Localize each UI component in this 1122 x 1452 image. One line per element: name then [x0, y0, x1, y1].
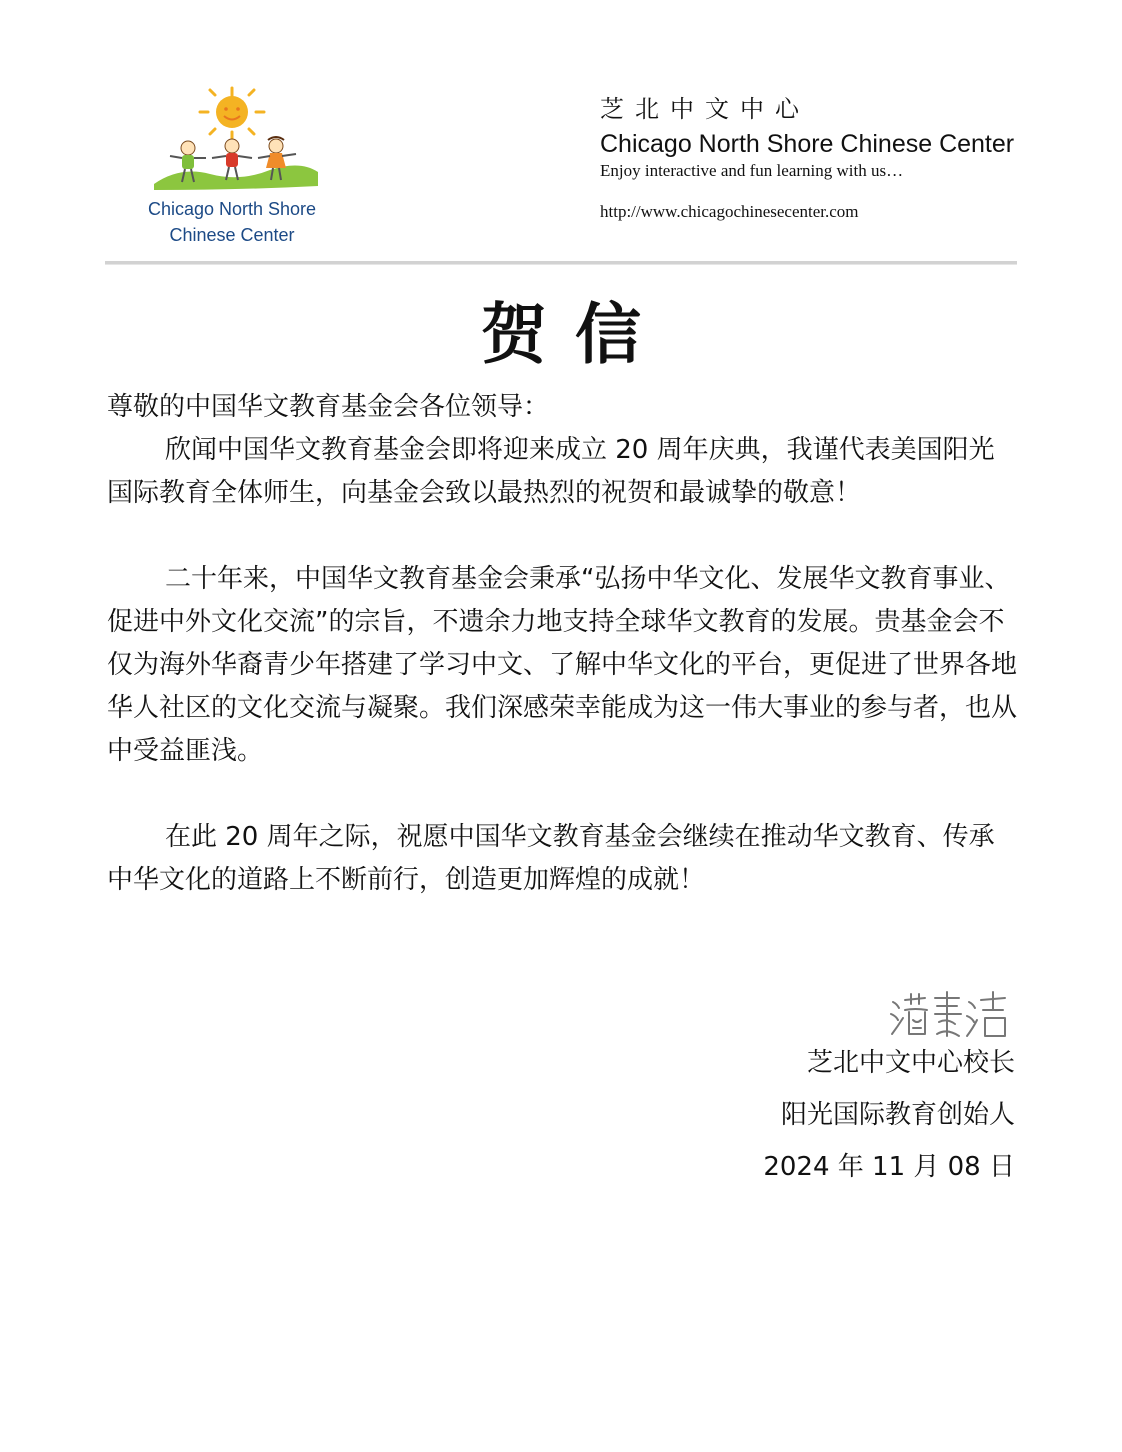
signer-title-school: 芝北中文中心校长: [806, 1048, 1015, 1078]
school-logo: [112, 86, 352, 256]
header-divider: [105, 261, 1017, 265]
handwritten-signature: [889, 990, 1011, 1040]
paragraph-2: 二十年来，中国华文教育基金会秉承“弘扬中华文化、发展华文教育事业、促进中外文化交流”的宗旨，不遗余力地支持全球华文教育的发展。贵基金会不仅为海外华裔青少年搭建了学习中文、了解中华文化的平台，更促进了世界各地华人社区的文化交流与凝聚。我们深感荣幸能成为这一伟大事业的参与者，也从中受益匪浅。: [107, 564, 1018, 766]
child-figure-middle: [212, 139, 252, 180]
org-tagline: Enjoy interactive and fun learning with us…: [600, 161, 904, 180]
salutation: 尊敬的中国华文教育基金会各位领导：: [107, 392, 550, 422]
org-name-english: Chicago North Shore Chinese Center: [600, 130, 1015, 158]
letter-title: 贺信: [481, 296, 669, 373]
signature-block: [615, 990, 1015, 1190]
signer-title-founder: 阳光国际教育创始人: [780, 1100, 1015, 1130]
logo-text-line1: Chicago North Shore: [147, 199, 317, 219]
paragraph-1: 欣闻中国华文教育基金会即将迎来成立 20 周年庆典，我谨代表美国阳光国际教育全体师生，向基金会致以最热烈的祝贺和最诚挚的敬意！: [107, 435, 995, 508]
school-logo-illustration: [140, 86, 330, 196]
org-name-chinese: 芝北中文中心: [600, 95, 810, 123]
letter-body: [107, 386, 1017, 902]
logo-text-line2: Chinese Center: [169, 225, 295, 245]
organization-info: [600, 92, 1070, 223]
logo-text: [112, 196, 352, 248]
paragraph-3: 在此 20 周年之际，祝愿中国华文教育基金会继续在推动华文教育、传承中华文化的道路上不断前行，创造更加辉煌的成就！: [107, 822, 995, 895]
org-website-link[interactable]: http://www.chicagochinesecenter.com: [600, 202, 859, 221]
letter-date: 2024 年 11 月 08 日: [763, 1152, 1015, 1182]
